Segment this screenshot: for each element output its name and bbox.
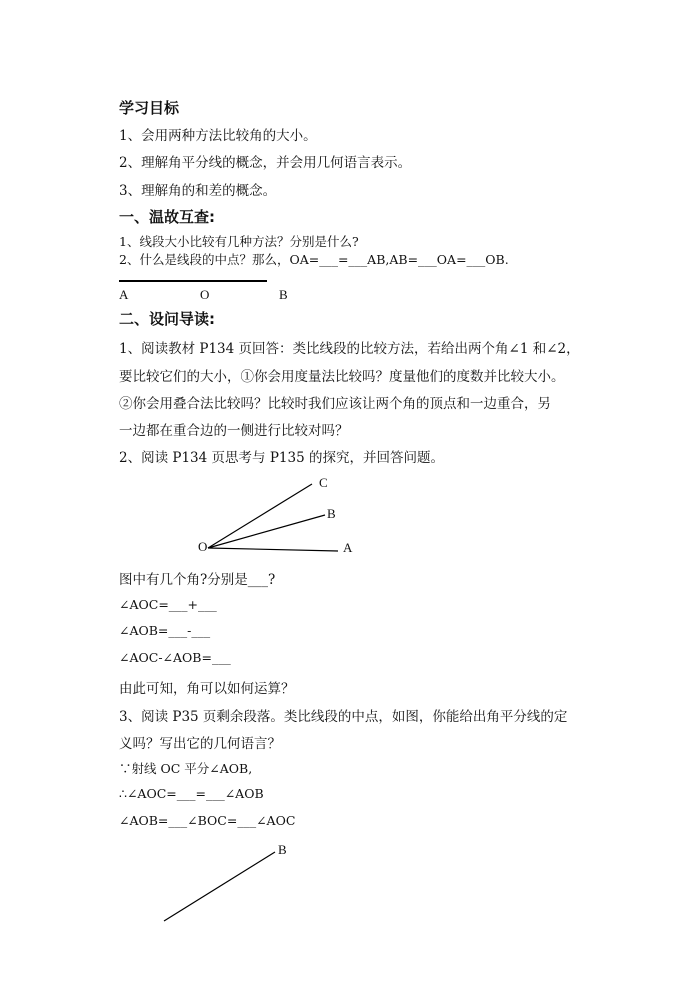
guide-q-angle-count: 图中有几个角?分别是___?: [119, 572, 276, 588]
guide-p1-line-1: 1、阅读教材 P134 页回答：类比线段的比较方法，若给出两个角∠1 和∠2，: [119, 341, 580, 357]
review-question-2: 2、什么是线段的中点？那么，OA=___=___AB,AB=___OA=___OB.: [119, 252, 509, 267]
review-question-1: 1、线段大小比较有几种方法？分别是什么?: [119, 234, 359, 249]
ray-oa: [208, 548, 338, 551]
guide-geometry-3: ∠AOB=___∠BOC=___∠AOC: [119, 813, 296, 828]
guide-p2: 2、阅读 P134 页思考与 P135 的探究，并回答问题。: [119, 450, 444, 466]
guide-p3-line-1: 3、阅读 P35 页剩余段落。类比线段的中点，如图，你能给出角平分线的定: [119, 709, 568, 725]
guide-eq-2: ∠AOB=___-___: [119, 623, 211, 638]
segment-label-a: A: [119, 287, 129, 302]
guide-eq-3: ∠AOC-∠AOB=___: [119, 650, 231, 665]
angle-label-o: O: [198, 539, 208, 554]
goals-title: 学习目标: [119, 99, 180, 117]
goal-item-1: 1、会用两种方法比较角的大小。: [119, 128, 317, 144]
guide-title: 二、设问导读:: [119, 310, 215, 328]
guide-p1-line-3: ②你会用叠合法比较吗？比较时我们应该让两个角的顶点和一边重合，另: [119, 396, 551, 412]
guide-eq-1: ∠AOC=___+___: [119, 597, 217, 612]
guide-p3-line-2: 义吗？写出它的几何语言？: [119, 736, 281, 752]
guide-conclusion: 由此可知，角可以如何运算？: [119, 681, 295, 697]
angle-label-a: A: [343, 540, 353, 555]
angle-label-b: B: [327, 506, 336, 521]
bisector-label-b: B: [278, 842, 287, 857]
ray-ob-2: [164, 852, 275, 921]
goal-item-3: 3、理解角的和差的概念。: [119, 183, 277, 199]
goal-item-2: 2、理解角平分线的概念，并会用几何语言表示。: [119, 155, 412, 171]
segment-label-b: B: [279, 287, 288, 302]
ray-oc: [208, 484, 312, 548]
review-title: 一、温故互查:: [119, 208, 215, 226]
angle-label-c: C: [319, 475, 328, 490]
ray-ob: [208, 515, 325, 548]
guide-p1-line-4: 一边都在重合边的一侧进行比较对吗？: [119, 423, 349, 439]
guide-p1-line-2: 要比较它们的大小，①你会用度量法比较吗？度量他们的度数并比较大小。: [119, 369, 565, 385]
guide-geometry-1: ∵射线 OC 平分∠AOB,: [119, 761, 253, 776]
guide-geometry-2: ∴∠AOC=___=___∠AOB: [119, 786, 264, 801]
segment-label-o: O: [200, 287, 210, 302]
